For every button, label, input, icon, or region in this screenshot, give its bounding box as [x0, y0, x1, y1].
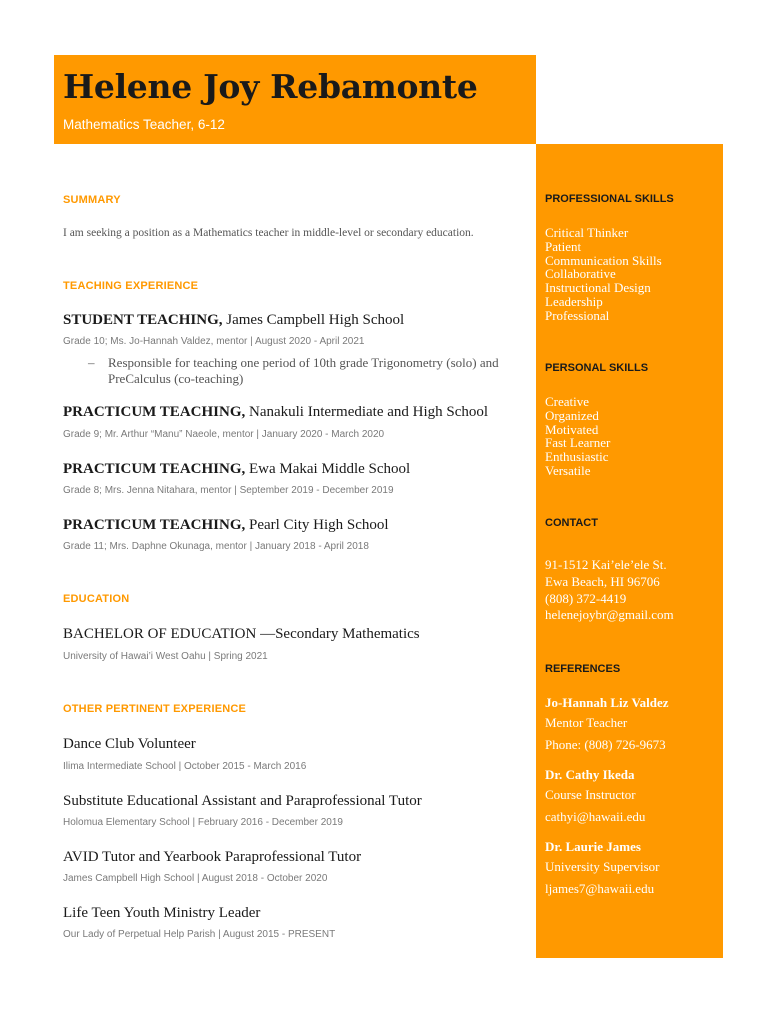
- header-banner: [54, 55, 536, 144]
- teaching-school: James Campbell High School: [222, 312, 405, 328]
- contact-address: 91-1512 Kai’ele’ele St.: [545, 557, 667, 572]
- reference-entry: [545, 767, 645, 830]
- reference-role: Course Instructor: [545, 787, 636, 802]
- personal-skills-list: [545, 395, 610, 478]
- teaching-heading: TEACHING EXPERIENCE: [63, 280, 199, 292]
- teaching-meta: Grade 11; Mrs. Daphne Okunaga, mentor | January 2018 - April 2018: [63, 541, 369, 552]
- skill-item: Motivated: [545, 421, 599, 437]
- other-meta: Our Lady of Perpetual Help Parish | August 2015 - PRESENT: [63, 929, 336, 940]
- teaching-school: Ewa Makai Middle School: [245, 461, 411, 477]
- other-title: AVID Tutor and Yearbook Paraprofessional Tutor: [63, 849, 362, 865]
- reference-detail[interactable]: ljames7@hawaii.edu: [545, 880, 655, 896]
- summary-heading: SUMMARY: [63, 194, 121, 206]
- teaching-title: [63, 461, 410, 478]
- skill-item: Leadership: [545, 293, 603, 309]
- skill-item: Collaborative: [545, 266, 616, 282]
- summary-text: I am seeking a position as a Mathematics teacher in middle-level or secondary education.: [63, 227, 474, 239]
- reference-entry: [545, 839, 659, 902]
- education-heading: EDUCATION: [63, 593, 130, 605]
- skill-item: Instructional Design: [545, 280, 651, 296]
- teaching-title: [63, 312, 404, 329]
- teaching-role: PRACTICUM TEACHING,: [63, 404, 246, 420]
- sidebar: [536, 144, 723, 958]
- degree-field: —Secondary Mathematics: [256, 626, 420, 642]
- contact-list: [545, 557, 674, 624]
- teaching-meta: Grade 10; Ms. Jo-Hannah Valdez, mentor | August 2020 - April 2021: [63, 336, 365, 347]
- teaching-role: PRACTICUM TEACHING,: [63, 461, 246, 477]
- references-heading: REFERENCES: [545, 663, 621, 675]
- bullet-dash: –: [88, 355, 95, 370]
- skill-item: Patient: [545, 238, 582, 254]
- teaching-meta: Grade 8; Mrs. Jenna Nitahara, mentor | September 2019 - December 2019: [63, 485, 394, 496]
- skill-item: Enthusiastic: [545, 449, 609, 465]
- other-heading: OTHER PERTINENT EXPERIENCE: [63, 703, 247, 715]
- reference-role: University Supervisor: [545, 859, 660, 874]
- teaching-school: Pearl City High School: [245, 517, 389, 533]
- reference-entry: [545, 695, 669, 758]
- reference-detail[interactable]: Phone: (808) 726-9673: [545, 736, 666, 752]
- skill-item: Organized: [545, 407, 599, 423]
- degree-name: BACHELOR OF EDUCATION: [63, 626, 257, 642]
- reference-name: Dr. Laurie James: [545, 839, 641, 854]
- skill-item: Creative: [545, 394, 590, 409]
- teaching-title: [63, 404, 488, 421]
- reference-role: Mentor Teacher: [545, 715, 628, 730]
- bullet-text: Responsible for teaching one period of 10th grade Trigonometry (solo) and PreCalculus (co-teaching): [108, 355, 499, 386]
- degree-title: [63, 626, 420, 643]
- teaching-school: Nanakuli Intermediate and High School: [245, 404, 489, 420]
- contact-phone[interactable]: (808) 372-4419: [545, 590, 627, 606]
- contact-heading: CONTACT: [545, 517, 598, 529]
- personal-skills-heading: PERSONAL SKILLS: [545, 362, 649, 374]
- teaching-role: PRACTICUM TEACHING,: [63, 517, 246, 533]
- other-meta: Ilima Intermediate School | October 2015 - March 2016: [63, 761, 307, 772]
- skill-item: Critical Thinker: [545, 225, 629, 240]
- other-title: Dance Club Volunteer: [63, 736, 196, 752]
- professional-skills-list: [545, 226, 662, 323]
- job-title: Mathematics Teacher, 6-12: [63, 117, 225, 132]
- person-name: Helene Joy Rebamonte: [63, 67, 478, 106]
- skill-item: Communication Skills: [545, 252, 662, 268]
- teaching-bullet: [88, 355, 508, 387]
- contact-city: Ewa Beach, HI 96706: [545, 573, 660, 589]
- other-meta: James Campbell High School | August 2018 - October 2020: [63, 873, 328, 884]
- teaching-meta: Grade 9; Mr. Arthur “Manu” Naeole, mentor | January 2020 - March 2020: [63, 429, 385, 440]
- contact-email[interactable]: helenejoybr@gmail.com: [545, 607, 674, 623]
- reference-name: Jo-Hannah Liz Valdez: [545, 695, 669, 710]
- other-title: Life Teen Youth Ministry Leader: [63, 905, 261, 921]
- skill-item: Versatile: [545, 462, 591, 478]
- professional-skills-heading: PROFESSIONAL SKILLS: [545, 193, 674, 205]
- other-title: Substitute Educational Assistant and Paraprofessional Tutor: [63, 793, 422, 809]
- reference-name: Dr. Cathy Ikeda: [545, 767, 635, 782]
- skill-item: Professional: [545, 307, 610, 323]
- reference-detail[interactable]: cathyi@hawaii.edu: [545, 808, 646, 824]
- teaching-role: STUDENT TEACHING,: [63, 312, 223, 328]
- skill-item: Fast Learner: [545, 435, 611, 451]
- education-meta: University of Hawai’i West Oahu | Spring 2021: [63, 651, 268, 662]
- teaching-title: [63, 517, 389, 534]
- other-meta: Holomua Elementary School | February 2016 - December 2019: [63, 817, 343, 828]
